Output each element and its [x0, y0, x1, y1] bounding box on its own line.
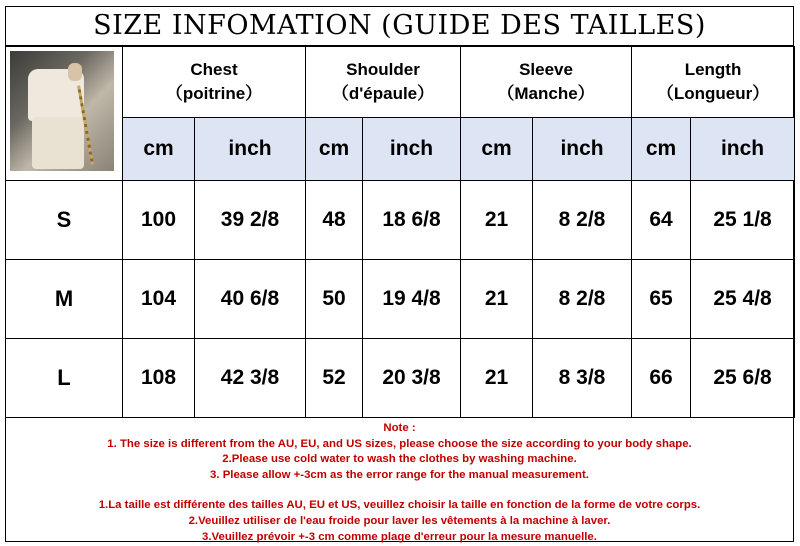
- shoulder-cm: 48: [306, 181, 363, 260]
- sleeve-cm: 21: [461, 260, 533, 339]
- unit-inch: inch: [195, 118, 306, 181]
- shoulder-cm: 50: [306, 260, 363, 339]
- notes-heading: Note :: [383, 422, 416, 434]
- length-cm: 66: [632, 339, 691, 418]
- unit-cm: cm: [306, 118, 363, 181]
- product-photo: [10, 51, 114, 171]
- unit-cm: cm: [123, 118, 195, 181]
- notes-section: [5, 420, 794, 542]
- pants-shape: [32, 117, 84, 169]
- shoulder-inch: 20 3/8: [363, 339, 461, 418]
- sleeve-cm: 21: [461, 339, 533, 418]
- column-name: Chest: [190, 60, 238, 79]
- chest-cm: 104: [123, 260, 195, 339]
- sleeve-inch: 8 3/8: [533, 339, 632, 418]
- note-line: 3.Veuillez prévoir +-3 cm comme plage d'erreur pour la mesure manuelle.: [202, 530, 597, 543]
- column-subname: （Longueur）: [656, 84, 770, 103]
- column-header-sleeve: [461, 47, 632, 118]
- unit-inch: inch: [691, 118, 795, 181]
- size-label: S: [6, 181, 123, 260]
- unit-cm: cm: [632, 118, 691, 181]
- column-name: Length: [684, 60, 742, 79]
- table-row: [6, 339, 795, 418]
- unit-inch: inch: [533, 118, 632, 181]
- note-line: 2.Veuillez utiliser de l'eau froide pour laver les vêtements à la machine à laver.: [188, 514, 611, 527]
- page-title: SIZE INFOMATION (GUIDE DES TAILLES): [5, 6, 794, 46]
- table-row: [6, 260, 795, 339]
- column-subname: （poitrine）: [165, 84, 263, 103]
- units-row: [6, 118, 795, 181]
- chest-inch: 40 6/8: [195, 260, 306, 339]
- sleeve-cm: 21: [461, 181, 533, 260]
- chest-inch: 39 2/8: [195, 181, 306, 260]
- note-line: 2.Please use cold water to wash the clothes by washing machine.: [222, 453, 577, 466]
- sleeve-inch: 8 2/8: [533, 181, 632, 260]
- column-subname: （d'épaule）: [331, 84, 435, 103]
- column-header-shoulder: [306, 47, 461, 118]
- product-photo-cell: [6, 47, 123, 181]
- table-row: [6, 181, 795, 260]
- length-inch: 25 6/8: [691, 339, 795, 418]
- column-subname: （Manche）: [497, 84, 595, 103]
- unit-cm: cm: [461, 118, 533, 181]
- unit-inch: inch: [363, 118, 461, 181]
- size-label: M: [6, 260, 123, 339]
- header-row: [6, 47, 795, 118]
- note-line: 1. The size is different from the AU, EU, and US sizes, please choose the size according to your body shape.: [107, 437, 692, 450]
- notes-spacer: [5, 483, 794, 498]
- shoulder-inch: 19 4/8: [363, 260, 461, 339]
- length-inch: 25 1/8: [691, 181, 795, 260]
- size-label: L: [6, 339, 123, 418]
- column-name: Sleeve: [519, 60, 573, 79]
- length-cm: 64: [632, 181, 691, 260]
- shoulder-inch: 18 6/8: [363, 181, 461, 260]
- column-header-chest: [123, 47, 306, 118]
- shoulder-cm: 52: [306, 339, 363, 418]
- sleeve-inch: 8 2/8: [533, 260, 632, 339]
- hand-shape: [68, 63, 82, 81]
- length-cm: 65: [632, 260, 691, 339]
- length-inch: 25 4/8: [691, 260, 795, 339]
- chest-cm: 100: [123, 181, 195, 260]
- column-header-length: [632, 47, 795, 118]
- size-table: [5, 46, 795, 418]
- chest-cm: 108: [123, 339, 195, 418]
- note-line: 3. Please allow +-3cm as the error range for the manual measurement.: [210, 468, 589, 481]
- note-line: 1.La taille est différente des tailles AU, EU et US, veuillez choisir la taille en fonction de la forme de votre corps.: [98, 499, 701, 512]
- column-name: Shoulder: [346, 60, 420, 79]
- chest-inch: 42 3/8: [195, 339, 306, 418]
